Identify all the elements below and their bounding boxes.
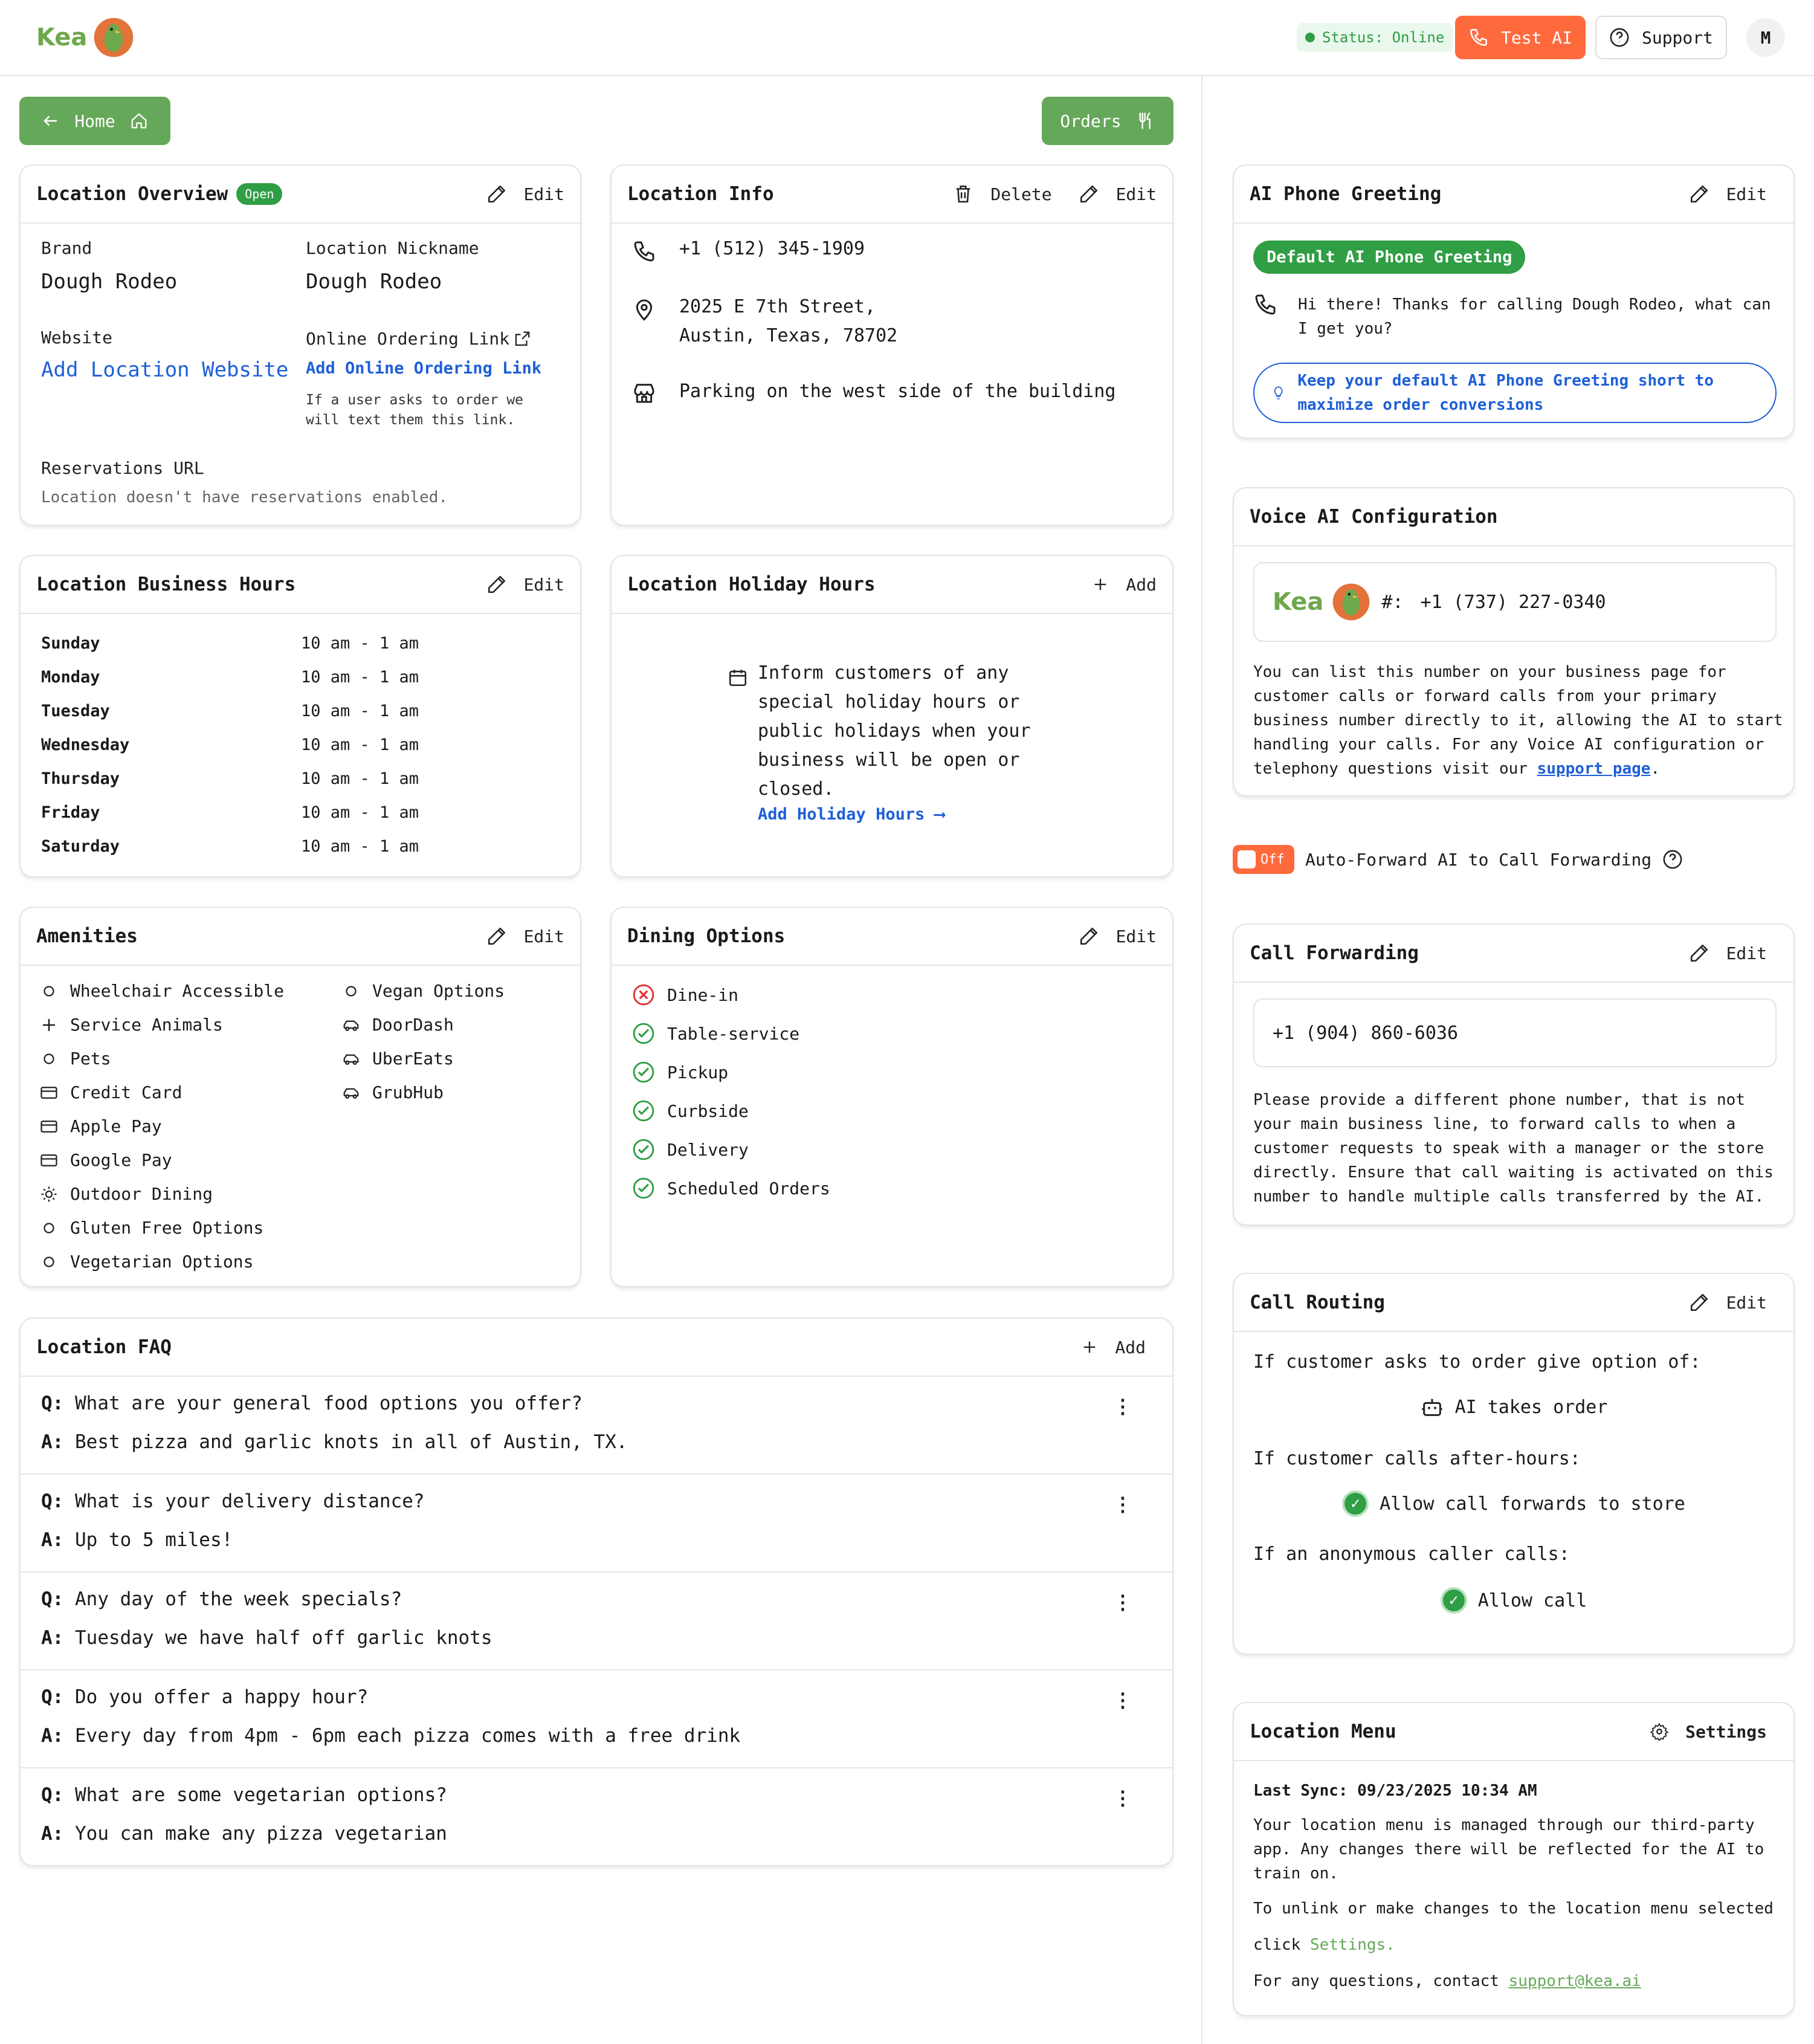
card-header [21,556,580,614]
more-options-icon[interactable]: ⋮ [1113,1689,1132,1712]
edit-label: Edit [523,926,564,946]
card-header [21,1319,1172,1377]
orders-label: Orders [1060,111,1122,131]
hours-value: 10 am - 1 am [301,769,419,788]
home-label: Home [74,111,115,131]
website-label: Website [41,328,113,348]
kea-bird-icon [93,17,134,58]
faq-answer [41,1725,740,1747]
amenity-item [40,1211,284,1245]
voice-description [1253,660,1785,781]
amenity-label: UberEats [372,1049,454,1069]
utensils-icon [1136,111,1155,131]
faq-answer [41,1627,492,1649]
holiday-description [758,659,1031,804]
amenity-label: Credit Card [70,1082,182,1102]
wheat-off-icon [40,1219,58,1237]
support-label: Support [1641,27,1713,48]
hours-value: 10 am - 1 am [301,701,419,720]
edit-button[interactable] [1689,184,1778,204]
car-icon [342,1016,360,1034]
settings-label: Settings [1685,1721,1767,1742]
test-ai-label: Test AI [1500,27,1572,48]
amenity-item [40,1042,284,1076]
hours-row [41,694,561,728]
brand-value: Dough Rodeo [41,270,178,294]
faq-answer [41,1529,233,1551]
more-options-icon[interactable]: ⋮ [1113,1787,1132,1810]
home-button[interactable] [19,97,170,145]
greeting-tip [1253,363,1777,423]
logo-text: Kea [36,24,88,51]
phone-icon [632,239,656,264]
pencil-icon [1079,184,1099,204]
add-holiday-hours-link[interactable]: Add Holiday Hours ⟶ [758,805,944,824]
check-circle-icon [632,1177,655,1200]
test-ai-button[interactable] [1455,16,1586,59]
nickname-value: Dough Rodeo [306,270,442,294]
edit-button[interactable] [1079,184,1157,204]
q-prefix: Q: [41,1784,64,1806]
question-text: Any day of the week specials? [75,1588,402,1610]
card-header [1234,166,1793,224]
call-routing-card [1233,1273,1795,1655]
card-header [1234,925,1793,983]
hours-row [41,660,561,694]
store-icon [632,381,656,405]
call-forwarding-card [1233,923,1795,1226]
orders-button[interactable] [1042,97,1173,145]
auto-forward-toggle[interactable] [1233,845,1294,874]
day-label: Friday [41,803,100,822]
hours-value: 10 am - 1 am [301,667,419,687]
q-prefix: Q: [41,1588,64,1610]
ordering-note: If a user asks to order we will text them this link. [306,392,524,428]
question-text: What are some vegetarian options? [75,1784,447,1806]
question-text: Do you offer a happy hour? [75,1686,369,1708]
amenity-label: Vegetarian Options [70,1252,254,1272]
click-text: click [1253,1936,1301,1954]
amenity-label: GrubHub [372,1082,444,1102]
support-email-link[interactable]: support@kea.ai [1508,1972,1641,1990]
status-badge [1297,23,1453,52]
edit-button[interactable] [1689,943,1778,963]
add-ordering-link[interactable]: Add Online Ordering Link [306,359,542,378]
car-icon [342,1084,360,1102]
number-label: #: [1381,591,1404,613]
calendar-icon [728,667,748,688]
answer-text: You can make any pizza vegetarian [75,1823,447,1845]
amenity-item [40,1177,284,1211]
settings-button[interactable] [1650,1722,1778,1742]
faq-item [21,1377,1172,1475]
edit-label: Edit [523,574,564,595]
faq-question [41,1490,425,1512]
hours-row [41,762,561,795]
routing-answer-1 [1234,1395,1793,1419]
amenity-item [40,1076,284,1110]
help-icon [1609,27,1630,48]
q-prefix: Q: [41,1392,64,1414]
delete-label: Delete [990,184,1052,204]
add-website-link[interactable]: Add Location Website [41,358,289,382]
a-prefix: A: [41,1725,64,1747]
answer-text: Up to 5 miles! [75,1529,233,1551]
credit-card-icon [40,1117,58,1136]
holiday-line: business will be open or [758,749,1020,771]
check-circle-icon [632,1022,655,1045]
map-pin-icon [632,297,656,322]
pencil-icon [486,926,507,946]
settings-link[interactable]: Settings. [1309,1936,1395,1954]
card-title: Location Holiday Hours [627,574,876,595]
location-menu-card [1233,1702,1795,2016]
amenity-label: Gluten Free Options [70,1218,264,1238]
check-badge-icon: ✓ [1342,1490,1369,1517]
check-circle-icon [632,1099,655,1122]
question-text: What are your general food options you offer? [75,1392,583,1414]
credit-card-icon [40,1084,58,1102]
wheelchair-icon [40,982,58,1000]
amenity-label: Apple Pay [70,1116,162,1136]
dining-item [632,1092,830,1130]
auto-forward-row [1233,845,1683,874]
day-label: Monday [41,667,100,687]
card-header [612,166,1172,224]
check-badge-icon: ✓ [1441,1587,1467,1614]
voice-desc-text: You can list this number on your business page for customer calls or forward calls from your primary business number directly to it, allowing the AI to start handling your calls. For any Voice AI configuration or telephony questions visit our [1253,663,1783,778]
answer-text: Allow call forwards to store [1380,1493,1685,1515]
card-title: Voice AI Configuration [1250,506,1498,528]
faq-item [21,1670,1172,1768]
amenity-label: Service Animals [70,1015,223,1035]
external-link-icon[interactable] [513,330,531,348]
ordering-label: Online Ordering Link [306,329,510,349]
greeting-text: Hi there! Thanks for calling Dough Rodeo, what can I get you? [1298,296,1771,338]
logo-text: Kea [1273,588,1324,616]
car-icon [342,1050,360,1068]
tip-text: Keep your default AI Phone Greeting short to maximize order conversions [1297,372,1714,414]
dining-label: Pickup [667,1062,729,1082]
edit-label: Edit [523,184,564,204]
a-prefix: A: [41,1823,64,1845]
dining-label: Table-service [667,1023,800,1044]
amenities-right-list [342,974,505,1110]
toggle-label: Off [1260,852,1285,867]
dining-label: Curbside [667,1101,749,1121]
support-page-link[interactable]: support page [1537,760,1651,778]
default-greeting-badge: Default AI Phone Greeting [1253,241,1525,274]
card-title: Location Info [627,183,774,205]
edit-label: Edit [1115,184,1157,204]
amenity-item [40,1245,284,1279]
day-label: Tuesday [41,701,110,720]
card-title: Location Business Hours [36,574,296,595]
nickname-label: Location Nickname [306,238,479,258]
amenities-left-list [40,974,284,1279]
more-options-icon[interactable]: ⋮ [1113,1591,1132,1614]
phone-icon [1468,27,1489,48]
edit-label: Edit [1115,926,1157,946]
amenity-item [342,974,505,1008]
answer-text: Tuesday we have half off garlic knots [75,1627,492,1649]
period: . [1650,760,1661,778]
reservations-note: Location doesn't have reservations enabled. [41,488,448,506]
routing-answer-2 [1234,1490,1793,1517]
card-header [612,908,1172,966]
edit-label: Edit [1726,1292,1767,1313]
ai-greeting-card [1233,164,1795,439]
plus-icon [1081,1339,1098,1356]
menu-click-text [1253,1933,1395,1957]
dining-item [632,1014,830,1053]
card-title: Call Forwarding [1250,942,1419,964]
answer-text: Best pizza and garlic knots in all of Austin, TX. [75,1431,628,1453]
card-title: AI Phone Greeting [1250,183,1442,205]
edit-button[interactable] [1079,926,1157,946]
delete-button[interactable] [953,184,1051,204]
sun-icon [40,1185,58,1203]
amenity-item [40,974,284,1008]
vegan-icon [342,982,360,1000]
brand-label: Brand [41,238,92,258]
open-badge: Open [236,183,282,205]
card-title: Location FAQ [36,1336,172,1358]
answer-text: Every day from 4pm - 6pm each pizza comes with a free drink [75,1725,741,1747]
dining-options-card [610,907,1173,1287]
bot-icon [1420,1395,1444,1419]
trash-icon [953,184,973,204]
dining-label: Scheduled Orders [667,1178,830,1198]
more-options-icon[interactable]: ⋮ [1113,1395,1132,1418]
amenity-item [40,1008,284,1042]
dining-label: Dine-in [667,985,739,1005]
amenity-item [40,1110,284,1143]
day-label: Sunday [41,633,100,653]
ordering-label-row [306,329,531,349]
gear-icon [1650,1722,1668,1741]
amenity-item [342,1076,505,1110]
edit-button[interactable] [486,574,564,595]
amenities-card [19,907,581,1287]
dining-label: Delivery [667,1139,749,1160]
avatar[interactable] [1746,18,1785,57]
kea-bird-icon [1332,583,1370,621]
pencil-icon [486,184,507,204]
forwarding-description: Please provide a different phone number, that is not your main business line, to forward calls to when a customer requests to speak with a manager or the store directly. Ensure that call waiting is activated on this number to handle multiple calls transferred by the AI. [1253,1091,1774,1206]
edit-label: Edit [1726,943,1767,963]
card-header [21,166,580,224]
add-button[interactable] [1081,1337,1157,1357]
forwarding-number-box [1253,998,1777,1067]
support-button[interactable] [1595,16,1727,59]
add-label: Add [1115,1337,1146,1357]
day-label: Thursday [41,769,120,788]
dog-icon [40,1050,58,1068]
card-header [21,908,580,966]
lightbulb-icon [1271,383,1285,403]
paw-icon [40,1016,58,1034]
hours-value: 10 am - 1 am [301,836,419,856]
holiday-line: special holiday hours or [758,691,1020,713]
hours-row [41,795,561,829]
menu-unlink-text: To unlink or make changes to the location menu selected [1253,1900,1774,1918]
amenity-label: Outdoor Dining [70,1184,213,1204]
add-button[interactable] [1092,575,1157,595]
plus-icon [1092,576,1109,593]
pencil-icon [1689,1292,1709,1313]
amenity-label: Pets [70,1049,111,1069]
last-sync: Last Sync: 09/23/2025 10:34 AM [1253,1782,1537,1800]
answer-text: AI takes order [1454,1396,1608,1418]
pencil-icon [1689,943,1709,963]
holiday-line: Inform customers of any [758,662,1009,684]
pencil-icon [486,574,507,595]
arrow-left-icon [42,112,60,130]
column-divider [1201,76,1202,2044]
amenity-label: DoorDash [372,1015,454,1035]
address-line-2: Austin, Texas, 78702 [679,325,898,346]
routing-question-3: If an anonymous caller calls: [1253,1544,1570,1565]
amenity-item [342,1008,505,1042]
more-options-icon[interactable]: ⋮ [1113,1493,1132,1516]
check-circle-icon [632,1138,655,1161]
hours-row [41,829,561,863]
top-header [0,0,1814,76]
amenity-label: Google Pay [70,1150,172,1170]
forwarding-number: +1 (904) 860-6036 [1273,1022,1459,1044]
card-title: Call Routing [1250,1292,1385,1313]
hours-row [41,728,561,762]
card-header [1234,1274,1793,1332]
hours-value: 10 am - 1 am [301,735,419,754]
check-circle-icon [632,1061,655,1084]
faq-question [41,1686,368,1708]
parking-note: Parking on the west side of the building [679,381,1116,402]
amenity-item [40,1143,284,1177]
house-icon [130,112,148,130]
voice-ai-card [1233,487,1795,797]
holiday-line: closed. [758,778,834,800]
contact-text: For any questions, contact [1253,1972,1499,1990]
phone-incoming-icon [1253,293,1277,317]
reservations-label: Reservations URL [41,458,204,478]
menu-description: Your location menu is managed through our third-party app. Any changes there will be reflected for the AI to train on. [1253,1816,1764,1883]
status-dot-icon [1305,33,1315,42]
question-text: What is your delivery distance? [75,1490,425,1512]
a-prefix: A: [41,1627,64,1649]
edit-button[interactable] [486,184,564,204]
faq-question [41,1392,583,1414]
voice-number: +1 (737) 227-0340 [1420,591,1606,613]
faq-item [21,1475,1172,1573]
pencil-icon [1079,926,1099,946]
card-header [1234,1703,1793,1761]
dining-item [632,1130,830,1169]
toggle-knob [1238,850,1256,868]
dining-item [632,1053,830,1092]
hours-value: 10 am - 1 am [301,803,419,822]
card-title: Dining Options [627,925,786,947]
faq-answer [41,1431,628,1453]
day-label: Saturday [41,836,120,856]
q-prefix: Q: [41,1686,64,1708]
phone-number: +1 (512) 345-1909 [679,238,865,259]
holiday-hours-card [610,555,1173,878]
holiday-line: public holidays when your [758,720,1031,742]
credit-card-icon [40,1151,58,1169]
card-header [1234,488,1793,546]
location-info-card [610,164,1173,526]
edit-button[interactable] [486,926,564,946]
amenity-label: Wheelchair Accessible [70,981,285,1001]
amenity-item [342,1042,505,1076]
dining-list [632,975,830,1208]
faq-question [41,1588,402,1610]
amenity-label: Vegan Options [372,981,505,1001]
business-hours-card [19,555,581,878]
auto-forward-label: Auto-Forward AI to Call Forwarding [1305,849,1652,870]
help-icon[interactable] [1662,849,1683,870]
logo[interactable] [36,16,134,59]
faq-card [19,1318,1173,1866]
a-prefix: A: [41,1529,64,1551]
hours-row [41,626,561,660]
x-circle-icon [632,983,655,1006]
hours-table [41,626,561,863]
menu-contact-text [1253,1969,1641,1993]
routing-answer-3 [1234,1587,1793,1614]
avatar-initial: M [1760,27,1771,48]
faq-item [21,1573,1172,1670]
edit-button[interactable] [1689,1292,1778,1313]
routing-question-2: If customer calls after-hours: [1253,1448,1581,1469]
a-prefix: A: [41,1431,64,1453]
card-title: Location Overview [36,183,228,205]
dining-item [632,975,830,1014]
voice-number-box [1253,562,1777,642]
card-header [612,556,1172,614]
day-label: Wednesday [41,735,130,754]
faq-item [21,1768,1172,1866]
card-title: Location Menu [1250,1721,1396,1742]
card-title: Amenities [36,925,138,947]
pencil-icon [1689,184,1709,204]
routing-question-1: If customer asks to order give option of: [1253,1351,1701,1373]
dining-item [632,1169,830,1208]
add-label: Add [1126,574,1157,595]
salad-icon [40,1253,58,1271]
hours-value: 10 am - 1 am [301,633,419,653]
address-line-1: 2025 E 7th Street, [679,296,876,317]
location-overview-card [19,164,581,526]
status-text: Status: Online [1322,29,1445,46]
edit-label: Edit [1726,184,1767,204]
faq-question [41,1784,447,1806]
faq-answer [41,1823,447,1845]
q-prefix: Q: [41,1490,64,1512]
answer-text: Allow call [1477,1590,1587,1611]
